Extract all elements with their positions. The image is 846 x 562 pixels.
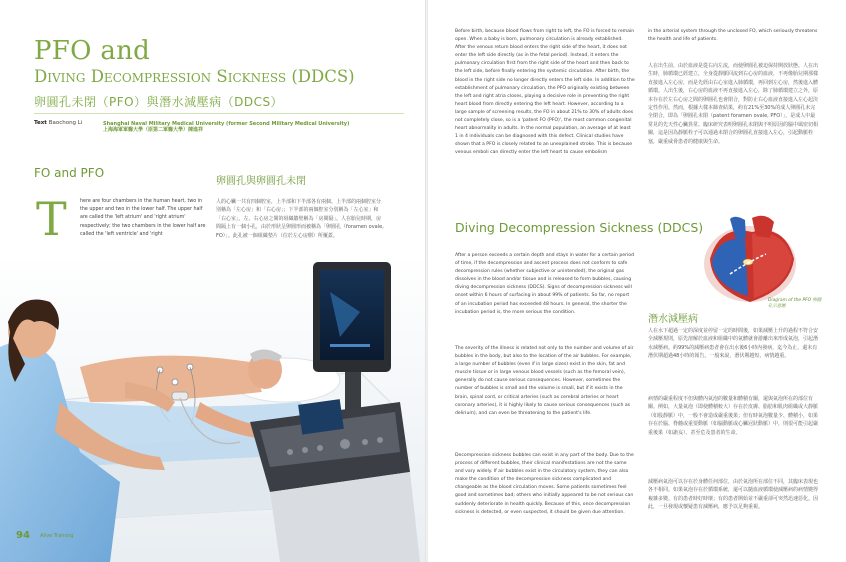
body-text-col-b-zh-1: 人在出生前，由於血液是從右向左流，而使卵圓孔被迫保持開放狀態。人在出生時，肺循環已經建立，全身從靜脈回流到右心房的血液，不再像胎兒期那樣直接進入左心房，而是先經由右心室進入肺循環，再回到左心房，然後進入體循環。人出生後，右心房的血液不再直接進入左心，除了肺循環建立之外，原本存在於左右心房之間的卵圓孔也會閉合，對防止右心血液直接進入左心起決定性作用。然而，根據大樣本篩查結果，約有21%至30%的成人卵圓孔未完全閉合，即為「卵圓孔未閉（patent foramen ovale, PFO）」，是成人中最常見的先天性心臟異常。臨床研究表明卵圓孔未閉與不明原因的腦中風密切相關，這是因為靜脈栓子可以通過未閉合的卵圓孔直接進入左心，引起動脈栓塞，嚴重威脅患者的健康與生命。 bbox=[648, 63, 819, 145]
body-text-col-b-zh-3: 病情的嚴重程度不但與體內氣泡的數量和體積有關，還與氣泡所在的部位有關。例如，大量氣泡（即使體積較大）存在於皮膚、脂肪和肌肉組織或大靜脈（如股靜脈）中，一般不會造成嚴重後果；但有時氣泡數量少、體積小，如果存在於腦、脊髓或重要動脈（如腦動脈或心臟冠狀動脈）中，則很可能引起嚴重後果（如譫妄），甚至危及患者的生命。 bbox=[648, 396, 819, 436]
heart-diagram-caption: Diagram of the PFO 卵圓孔示意圖 bbox=[768, 298, 822, 309]
heart-diagram bbox=[690, 214, 812, 306]
article-title-line2: Diving Decompression Sickness (DDCS) bbox=[34, 67, 355, 86]
folio-section: Alive Training bbox=[40, 533, 74, 539]
article-title-zh: 卵圓孔未閉（PFO）與潛水減壓病（DDCS） bbox=[34, 95, 284, 109]
article-title-line1: PFO and bbox=[34, 36, 151, 66]
heading-ddcs: Diving Decompression Sickness (DDCS) bbox=[455, 220, 704, 235]
title-divider bbox=[34, 113, 404, 114]
body-text-col-a-1: Before birth, because blood flows from right to left, the FO is forced to remain open. When a baby is born, pulmonary circulation is already established. After the venous return blood enters the right side of the heart, it does not enter the left side directly (as in the fetal period). Instead, it enters the pulmonary circulation first from the right side of the heart and then back to the left side, before finally entering the systemic circulation. After birth, the blood in the right side no longer directly enters the left side. In addition to the establishment of pulmonary circulation, the PFO originally existing between the left and right atria closes, playing a decisive role in preventing the right heart blood from directly entering the left heart. However, according to a large sample of screening results, the FO in about 21% to 30% of adults does not completely close, so is a 'patent FO (PFO)', the most common congenital heart abnormality in adults. In the normal population, an average of at least 1 in 4 individuals can be diagnosed with this defect. Clinical studies have shown that a PFO is closely related to an unexplained stroke. This is because venous emboli can directly enter the left heart to cause embolism bbox=[455, 29, 635, 156]
right-page bbox=[428, 0, 846, 562]
heading-fo-pfo: FO and PFO bbox=[34, 166, 105, 180]
body-text-zh: 人的心臟一共有四個腔室，上半部和下半部各有兩個。上半部的兩個腔室分別稱為「左心房」和「右心房」；下半部的兩個腔室分別稱為「左心室」和「右心室」。左、右心房之間的組織牆壁稱為「房間隔」。人在胎兒時期，房間隔上有一個小孔，由於形狀呈卵圓形而被稱為「卵圓孔（foramen ovale, FO）」。此孔被一個組織墊片（位於左心房側）所覆蓋。 bbox=[216, 199, 384, 239]
byline-label: Text bbox=[34, 120, 47, 126]
body-text-col-b-zh-2: 人在水下超過一定的深度並停留一定的時間後，如果減壓上升的過程不符合安全減壓規則，原先溶解於血液和組織中的氣體就會游離出來形成氣泡，引起潛水減壓病。約99%的減壓病患者會在出水後6小時內發病，迄今為止，還未有潛伏期超過48小時的報告。一般來說，潛伏期越短，病情越重。 bbox=[648, 328, 819, 360]
affiliation bbox=[103, 121, 349, 133]
body-text-col-a-4: Decompression sickness bubbles can exist in any part of the body. Due to the process of different bubbles, their clinical manifestations are not the same and vary widely. If air bubbles exist in the circulatory system, they can also make the condition of the decompression sickness complicated and changeable as the blood circulation moves. Some patients sometimes feel good and sometimes bad; others who initially appeared to be not serious can suddenly deteriorate in health quickly. Because of this, once decompression sickness is detected, or even suspected, it should be given due attention. bbox=[455, 453, 634, 515]
heading-ddcs-zh: 潛水減壓病 bbox=[648, 314, 698, 325]
affiliation-en: Shanghai Naval Military Medical University (former Second Military Medical University) bbox=[103, 121, 350, 127]
affiliation-zh: 上海海軍軍醫大學（原第二軍醫大學）陳進祥 bbox=[103, 127, 204, 133]
byline-author: Baochong Li bbox=[48, 120, 83, 126]
byline bbox=[34, 120, 82, 126]
body-text-col-b-zh-4: 減壓病氣泡可以存在於身體任何部位，由於氣泡所在部位不同，其臨床表現也各不相同。如果氣泡存在於循環系統，還可以隨血液循環使減壓病的病情變得複雜多變。有的患者時好時壞；有的患者開始並不嚴重卻可突然迅速惡化。因此，一旦發現或懷疑患有減壓病，應予以足夠重視。 bbox=[648, 479, 819, 511]
body-text-col-a-2: After a person exceeds a certain depth and stays in water for a certain period of time, if the decompression and ascent process does not conform to safe decompression rules (whether subjective or unintended), the original gas dissolves in the blood and/or tissue and is released to form bubbles, causing diving decompression sickness (DDCS). Signs of decompression sickness will onset within 6 hours of surfacing in about 99% of patients. So far, no report of an incubation period has exceeded 48 hours. In general, the shorter the incubation period is, the more serious the condition. bbox=[455, 253, 634, 315]
drop-cap: T bbox=[36, 192, 67, 246]
body-text-col-a-3: The severity of the illness is related not only to the number and volume of air bubbles in the body, but also to the location of the air bubbles. For example, a large number of bubbles (even if in large sizes) exist in the skin, fat and muscle tissue or in large venous blood vessels (such as the femoral vein), generally do not cause serious consequences. However, sometimes the number of bubbles is small and the volume is small, but if it exists in the brain, spinal cord, or critical arteries (such as cerebral arteries or heart coronary arteries), it is highly likely to cause serious consequences (such as delirium), and can even be threatening to the patient's life. bbox=[455, 346, 634, 416]
body-text-en-1: here are four chambers in the human heart, two in the upper and two in the lower half. The upper half are called the 'left atrium' and 'right atrium' respectively; the two chambers in the lower half are called the 'left ventricle' and 'right bbox=[80, 199, 206, 237]
page-number: 94 bbox=[16, 530, 30, 541]
ultrasound-exam-photo bbox=[0, 252, 425, 562]
body-text-col-b-top: in the arterial system through the unclosed FO, which seriously threatens the health and life of patients. bbox=[648, 29, 818, 43]
heading-fo-pfo-zh: 卵圓孔與卵圓孔未閉 bbox=[216, 176, 306, 187]
